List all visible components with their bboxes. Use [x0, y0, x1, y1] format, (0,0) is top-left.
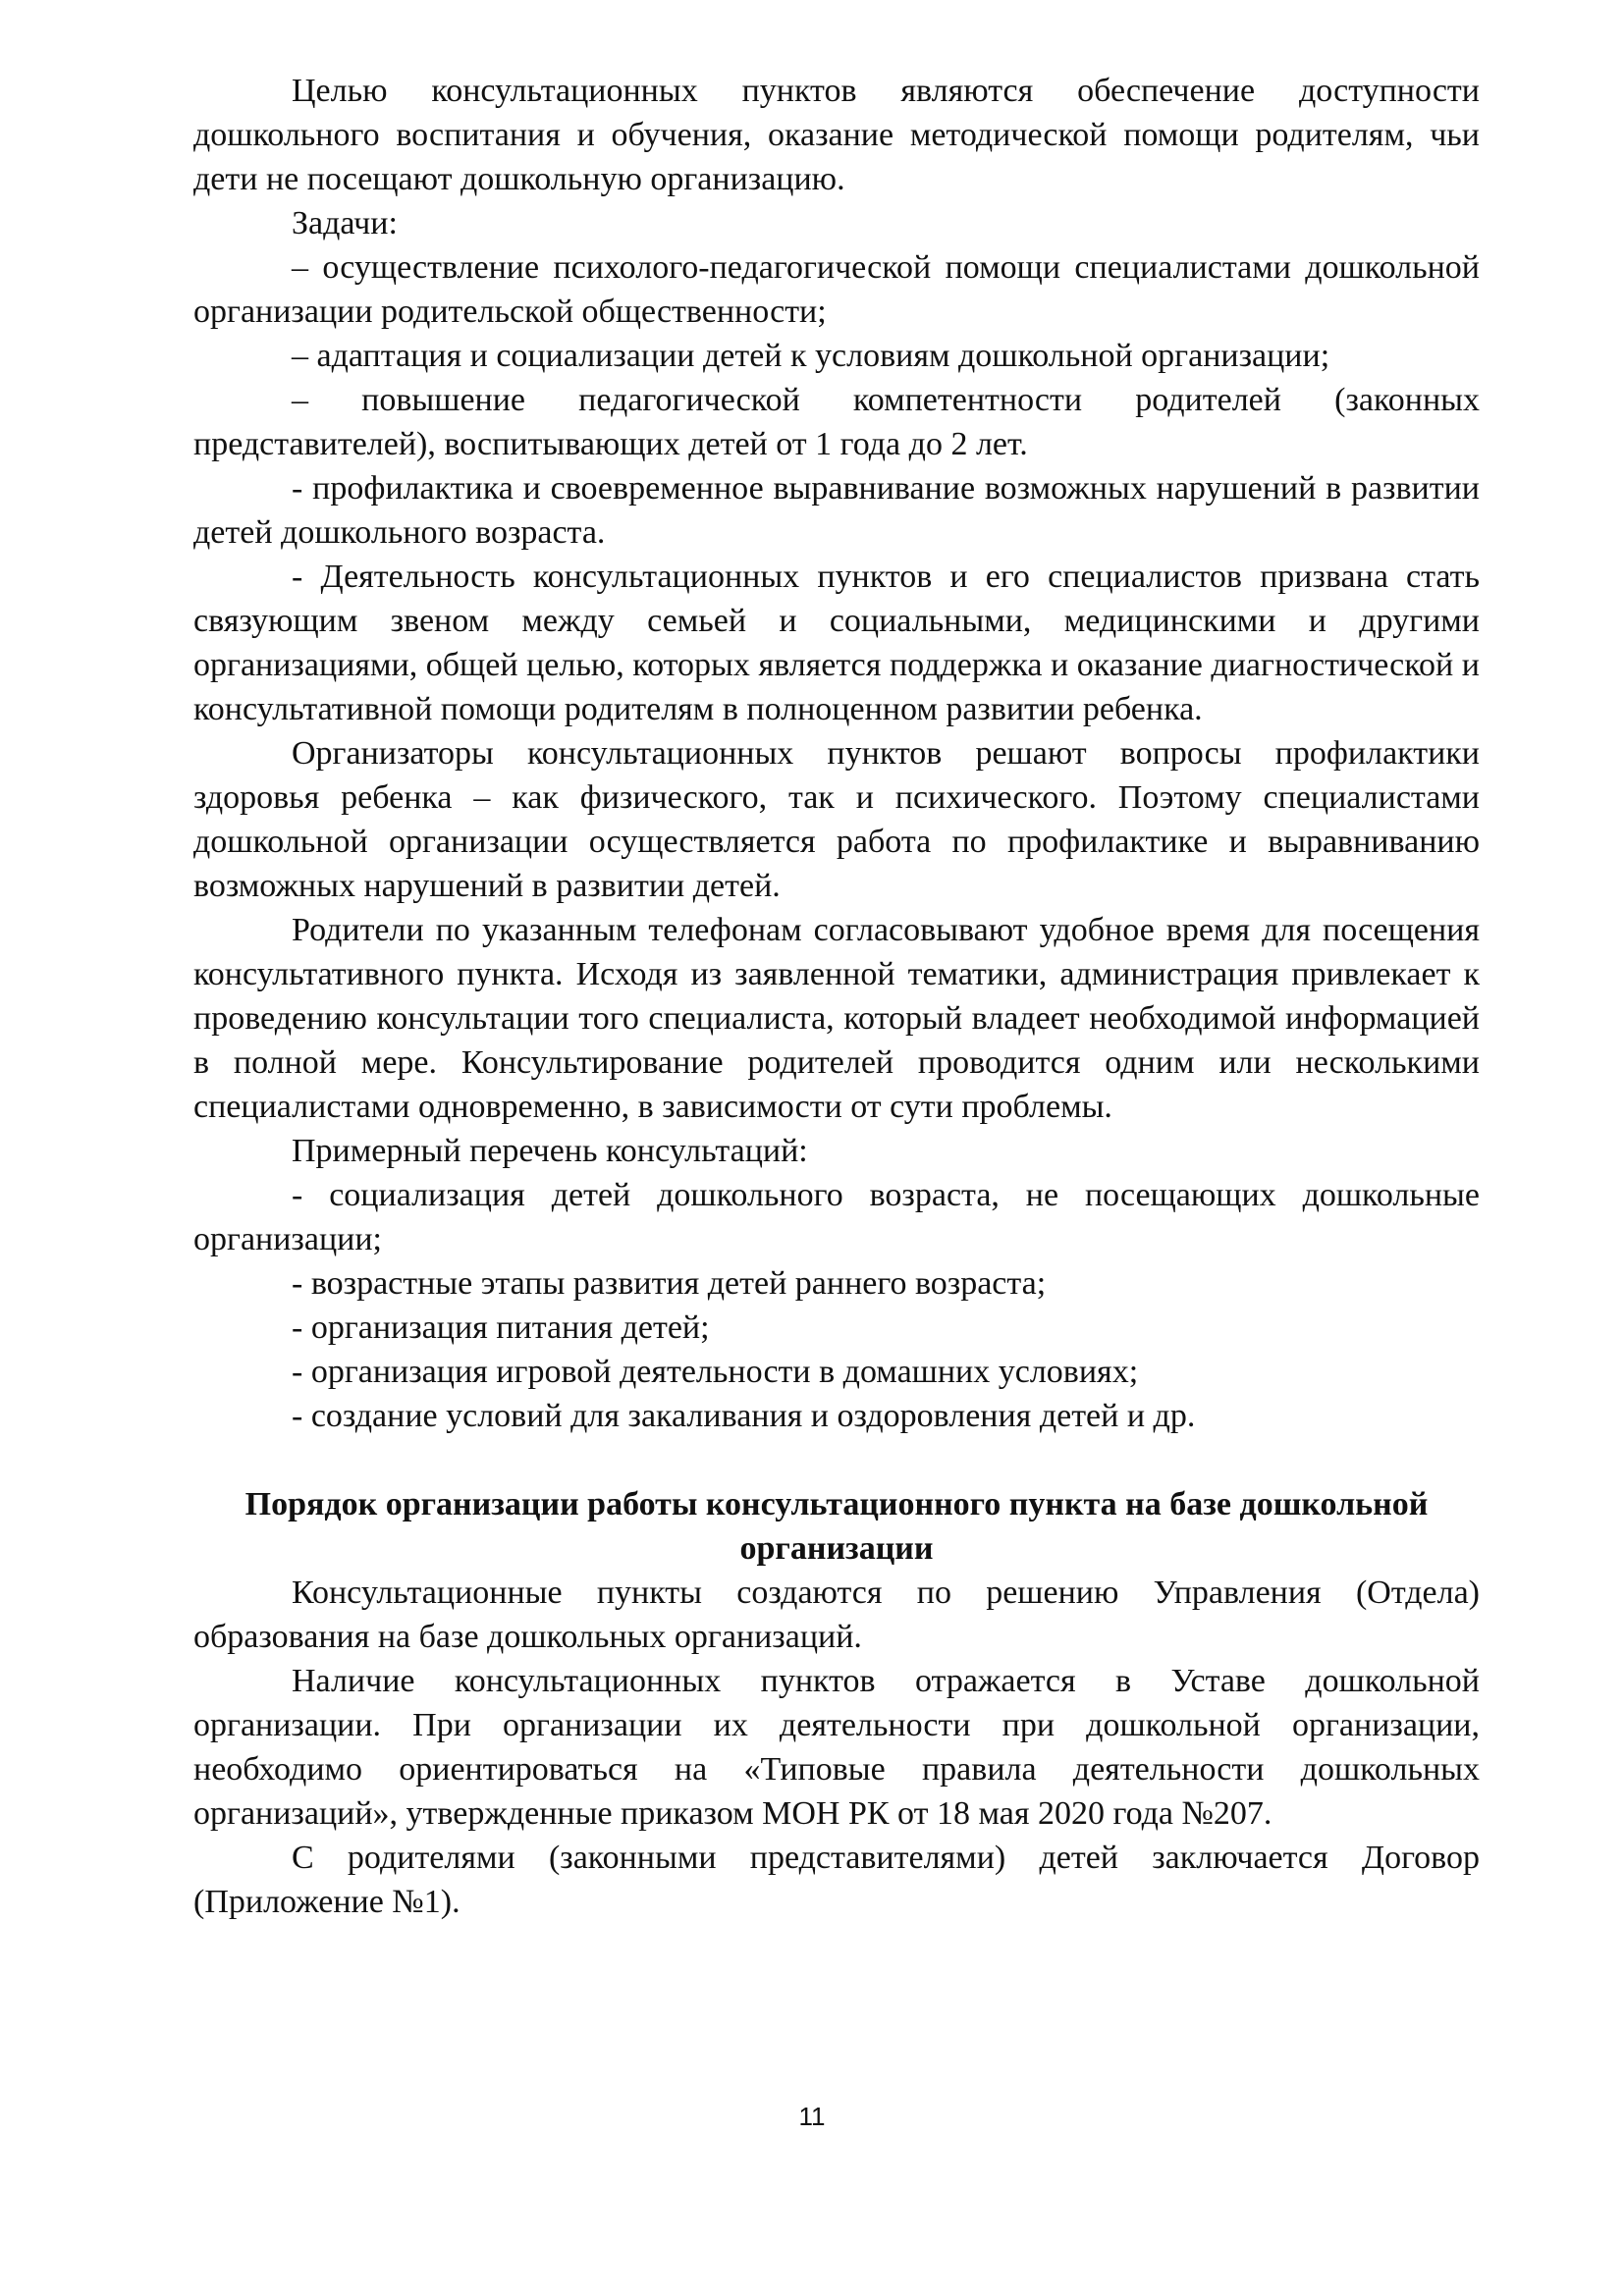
list-item-task-3: – повышение педагогической компетентности родителей (законных представителей), воспитывающих детей от 1 года до 2 лет.	[193, 382, 1480, 462]
paragraph-charter: Наличие консультационных пунктов отражается в Уставе дошкольной организации. При организации их деятельности при дошкольной организации, необходимо ориентироваться на «Типовые правила деятельности дошкольных организаций», утвержденные приказом МОН РК от 18 мая 2020 года №207.	[193, 1663, 1480, 1832]
paragraph-goal: Целью консультационных пунктов являются обеспечение доступности дошкольного воспитания и обучения, оказание методической помощи родителям, чьи дети не посещают дошкольную организацию.	[193, 73, 1480, 197]
list-item-task-1: – осуществление психолого-педагогической помощи специалистами дошкольной организации родительской общественности;	[193, 249, 1480, 330]
list-item-consultation-3: - организация питания детей;	[292, 1309, 710, 1346]
paragraph-consultations-label: Примерный перечень консультаций:	[292, 1133, 808, 1169]
list-item-task-4: - профилактика и своевременное выравнивание возможных нарушений в развитии детей дошкольного возраста.	[193, 470, 1480, 551]
paragraph-creation: Консультационные пункты создаются по решению Управления (Отдела) образования на базе дошкольных организаций.	[193, 1575, 1480, 1655]
list-item-consultation-5: - создание условий для закаливания и оздоровления детей и др.	[292, 1398, 1196, 1434]
paragraph-parents: Родители по указанным телефонам согласовывают удобное время для посещения консультативного пункта. Исходя из заявленной тематики, администрация привлекает к проведению консультации того специалиста, который владеет необходимой информацией в полной мере. Консультирование родителей проводится одним или несколькими специалистами одновременно, в зависимости от сути проблемы.	[193, 912, 1480, 1125]
section-heading: Порядок организации работы консультационного пункта на базе дошкольной организации	[244, 1486, 1429, 1567]
list-item-consultation-4: - организация игровой деятельности в домашних условиях;	[292, 1354, 1139, 1390]
paragraph-organizers: Организаторы консультационных пунктов решают вопросы профилактики здоровья ребенка – как физического, так и психического. Поэтому специалистами дошкольной организации осуществляется работа по профилактике и выравниванию возможных нарушений в развитии детей.	[193, 735, 1480, 904]
page-content	[193, 69, 1480, 1924]
list-item-task-2: – адаптация и социализации детей к условиям дошкольной организации;	[292, 338, 1330, 374]
paragraph-tasks-label: Задачи:	[292, 205, 398, 241]
list-item-consultation-1: - социализация детей дошкольного возраста, не посещающих дошкольные организации;	[193, 1177, 1480, 1257]
list-item-task-5: - Деятельность консультационных пунктов и его специалистов призвана стать связующим звеном между семьей и социальными, медицинскими и другими организациями, общей целью, которых является поддержка и оказание диагностической и консультативной помощи родителям в полноценном развитии ребенка.	[193, 559, 1480, 727]
page-number: 11	[798, 2102, 826, 2131]
paragraph-contract: С родителями (законными представителями) детей заключается Договор (Приложение №1).	[193, 1840, 1480, 1920]
section-spacer	[193, 1438, 1480, 1482]
list-item-consultation-2: - возрастные этапы развития детей раннего возраста;	[292, 1265, 1047, 1302]
